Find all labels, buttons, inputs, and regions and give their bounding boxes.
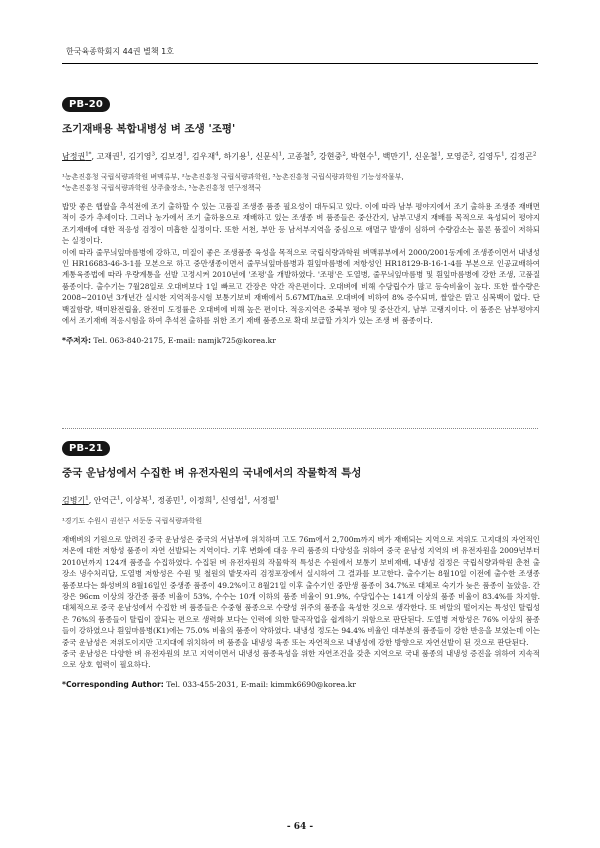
contact-label: *주저자: <box>62 336 92 346</box>
author-name-text: 김병기 <box>62 496 86 505</box>
header-rule <box>62 63 538 64</box>
contact-line <box>62 680 540 689</box>
author-name <box>510 152 537 161</box>
author-affiliation-mark: 1 <box>119 151 124 158</box>
author-name <box>383 152 410 161</box>
contact-text: Tel. 033-455-2031, E-mail: kimmk6690@korea.kr <box>163 679 356 689</box>
author-affiliation-mark: 1 <box>373 151 378 158</box>
author-name-text: 강현중 <box>319 152 343 161</box>
abstract-badge: PB-20 <box>62 97 110 112</box>
author-name <box>414 152 441 161</box>
author-name <box>62 152 91 161</box>
author-name <box>253 496 280 505</box>
author-name-text: 고종철 <box>287 152 311 161</box>
author-name-text: 신운철 <box>414 152 438 161</box>
author-name <box>192 152 219 161</box>
author-affiliation-mark: 1 <box>501 151 505 158</box>
author-affiliation-mark: 1 <box>278 151 283 158</box>
author-name <box>287 152 314 161</box>
author-name <box>221 496 248 505</box>
author-name-text: 남정권 <box>62 152 86 161</box>
abstract-paragraph: 재배벼의 기원으로 알려진 중국 운남성은 중국의 서남부에 위치하며 고도 76m에서 2,700m까지 벼가 재배되는 지역으로 저위도 고지대의 자연적인 저온에 대한 저항성 품종이 자연 선발되는 지역이다. 기후 변화에 대응 우리 품종의 다양성을 위하여 중국 운남성 지역의 벼 유전자원을 2009년부터 2010년까지 124개 품종을 수집하였다. 수집된 벼 유전자원의 작물학적 특성은 수원에서 보통기 보비재배, 내냉성 검정은 국립식량과학원 춘천 출장소 냉수처리답, 도열병 저항성은 수원 및 철원의 밭못자리 검정포장에서 실시하여 그 결과를 보고한다. 출수기는 8월10일 이전에 출수한 조생종 품종보다는 화성벼의 8월16일인 중생종 품종이 49.2%이고 8월21일 이후 출수기인 중만생 품종이 34.7%로 대체로 숙기가 늦은 품종이 높았음. 간장은 96cm 이상의 장간종 품종 비율이 53%, 수수는 10개 이하의 품종 비율이 91.9%, 수당입수는 141개 이상의 품종 비율이 83.4%를 차지함. 대체적으로 중국 운남성에서 수집한 벼 품종들은 수중형 품종으로 수량성 위주의 품종을 육성한 것으로 생각한다. 또 벼알의 떨어지는 특성인 탈립성은 76%의 품종들이 탈립이 잘되는 편으로 생력화 보다는 인력에 의한 탈곡작업을 쉽게하기 위함으로 판단된다. 도열병 저항성은 76% 이상의 품종들이 강하였으나 흰잎마름병(K1)에는 75.0% 비율의 품종이 약하였다. 내냉성 정도는 94.4% 비율인 대부분의 품종들이 강한 반응을 보였는데 이는 중국 운남성은 저위도이지만 고지대에 위치하여 벼 품종을 내냉성 육종 또는 자연적으로 내냉성에 강한 방향으로 자연선발이 된 것으로 판단된다. <box>62 535 540 647</box>
affiliation-line: ⁴농촌진흥청 국립식량과학원 상주출장소, ⁵농촌진흥청 연구정책국 <box>62 184 262 192</box>
author-affiliation-mark: 1 <box>212 495 216 502</box>
journal-header: 한국육종학회지 44권 별책 1호 <box>66 47 174 56</box>
author-name <box>446 152 473 161</box>
author-affiliation-mark: 1 <box>116 495 121 502</box>
page-number: - 64 - <box>286 822 314 832</box>
section-divider <box>62 428 538 429</box>
author-affiliation-mark: 1* <box>85 151 92 158</box>
author-affiliation-mark: 1 <box>246 151 251 158</box>
author-name <box>351 152 378 161</box>
author-name-text: 이정희 <box>189 496 213 505</box>
author-affiliation-mark: 1 <box>275 495 280 502</box>
affiliation-line: ¹농촌진흥청 국립식량과학원 벼맥류부, ²농촌진흥청 국립식량과학원, ³농촌진흥청 국립식량과학원 기능성작물부, <box>62 173 404 181</box>
author-name <box>126 496 153 505</box>
author-affiliation-mark: 4 <box>215 151 219 158</box>
author-affiliation-mark: 1 <box>148 495 153 502</box>
abstract-title: 중국 운남성에서 수집한 벼 유전자원의 국내에서의 작물학적 특성 <box>62 467 362 479</box>
author-affiliation-mark: 1 <box>180 495 185 502</box>
author-name <box>224 152 251 161</box>
contact-line <box>62 335 540 346</box>
author-name-text: 모영준 <box>446 152 470 161</box>
author-name-text: 하기용 <box>223 152 247 161</box>
author-affiliation-mark: 5 <box>310 151 314 158</box>
author-name-text: 고재권 <box>96 152 120 161</box>
author-name <box>160 152 187 161</box>
author-name-text: 김보경 <box>160 152 184 161</box>
author-name <box>94 496 121 505</box>
contact-label: *Corresponding Author: <box>62 679 164 689</box>
author-affiliation-mark: 1 <box>85 495 89 502</box>
author-name-text: 김정곤 <box>509 152 533 161</box>
author-list: 김병기$^1$, 안억근$^1$, 이상복$^1$, 정종민$^1$, 이정희$^1$, 신영섭$^1$, 서정필$^1$ <box>62 495 280 505</box>
author-name-text: 박현수 <box>350 152 374 161</box>
abstract-pb21 <box>62 436 540 689</box>
affiliation-list <box>62 172 540 194</box>
abstract-pb20 <box>62 92 540 346</box>
author-name <box>97 152 124 161</box>
abstract-badge: PB-21 <box>62 441 110 456</box>
author-name <box>319 152 346 161</box>
author-name <box>255 152 282 161</box>
abstract-title: 조기재배용 복합내병성 벼 조생 '조평' <box>62 123 236 135</box>
author-name-text: 서정필 <box>252 496 276 505</box>
author-name <box>189 496 216 505</box>
abstract-paragraph: 밥맛 좋은 햅쌀을 추석전에 조기 출하할 수 있는 고품질 조생종 품종 필요성이 대두되고 있다. 이에 따라 남부 평야지에서 조기 출하용 조생종 재배면적이 증가 추세이다. 그러나 농가에서 조기 출하용으로 재배하고 있는 조생종 벼 품종들은 중산간지, 남부고냉지 재배를 목적으로 육성되어 평야지 조기재배에 대한 적응성 검정이 미흡한 실정이다. 또한 서천, 부안 등 남서부지역을 중심으로 애멸구 발생이 심하여 수량감소는 물론 품질이 저하되는 실정이다. <box>62 202 540 246</box>
abstract-body <box>62 201 540 326</box>
affiliation-list <box>62 516 540 527</box>
contact-text: Tel. 063-840-2175, E-mail: namjk725@korea.kr <box>91 336 276 346</box>
author-name-text: 김기영 <box>128 152 152 161</box>
abstract-paragraph: 이에 따라 줄무늬잎마름병에 강하고, 미질이 좋은 조생품종 육성을 목적으로 국립식량과학원 벼맥류부에서 2000/2001동계에 조생종이면서 내냉성인 HR16683-46-3-1를 모본으로 하고 중만생종이면서 줄무늬잎마름병과 흰잎마름병에 저항성인 HR18129-B-16-1-4를 부본으로 인공교배하여 계통육종법에 따라 우량계통을 선발 고정시켜 2010년에 '조평'을 개발하였다. '조평'은 도열병, 줄무늬잎마름병 및 흰잎마름병에 강한 조생, 고품질 품종이다. 출수기는 7월28일로 오대벼보다 1일 빠르고 간장은 약간 작은편이다. 오대벼에 비해 수당립수가 많고 등숙비율이 높다. 또한 쌀수량은 2008∼2010년 3개년간 실시한 지역적응시험 보통기보비 재배에서 5.67MT/ha로 오대벼에 비하여 8% 증수되며, 쌀알은 맑고 심복백이 없다. 단백질함량, 백미완전립율, 완전미 도정률은 오대벼에 비해 높은 편이다. 적응지역은 중북부 평야 및 중산간지, 남부 고랭지이다. 이 품종은 남부평야지에서 조기재배 적응시험을 하여 추석전 출하를 위한 조기 재배 품종으로 확대 보급할 가치가 있는 조생 벼 품종이다. <box>62 247 540 326</box>
abstract-paragraph: 중국 운남성은 다양한 벼 유전자원의 보고 지역이면서 내냉성 품종육성을 위한 자연조건을 갖춘 지역으로 국내 품종의 내냉성 증진을 위하여 지속적으로 상호 협력이 필요하다. <box>62 649 540 670</box>
abstract-body <box>62 534 540 671</box>
author-affiliation-mark: 3 <box>151 151 155 158</box>
author-name-text: 백만기 <box>382 152 406 161</box>
author-name-text: 신문식 <box>255 152 279 161</box>
author-affiliation-mark: 1 <box>183 151 187 158</box>
author-name-text: 정종민 <box>157 496 181 505</box>
author-name-text: 신영섭 <box>220 496 245 505</box>
author-affiliation-mark: 2 <box>532 151 537 158</box>
affiliation-line: ¹경기도 수원시 권선구 서둔동 국립식량과학원 <box>62 517 203 525</box>
author-name <box>478 152 505 161</box>
author-affiliation-mark: 2 <box>469 151 473 158</box>
author-name <box>128 152 155 161</box>
author-affiliation-mark: 2 <box>342 151 346 158</box>
author-affiliation-mark: 1 <box>405 151 410 158</box>
author-affiliation-mark: 1 <box>244 495 248 502</box>
author-name-text: 이상복 <box>125 496 149 505</box>
author-name-text: 안억근 <box>93 496 117 505</box>
author-list: 남정권$^{1*}$, 고재권$^1$, 김기영$^3$, 김보경$^1$, 김우재$^4$, 하기용$^1$, 신문식$^1$, 고종철$^5$, 강현중$^2$, 박현수$^1$, 백만기$^1$, 신운철$^1$, 모영준$^2$, 김영두$^1$, 김정곤$^2$ <box>62 151 537 161</box>
author-name-text: 김우재 <box>191 152 216 161</box>
author-name <box>62 496 89 505</box>
author-name <box>157 496 184 505</box>
author-affiliation-mark: 1 <box>437 151 442 158</box>
author-name-text: 김영두 <box>477 152 502 161</box>
